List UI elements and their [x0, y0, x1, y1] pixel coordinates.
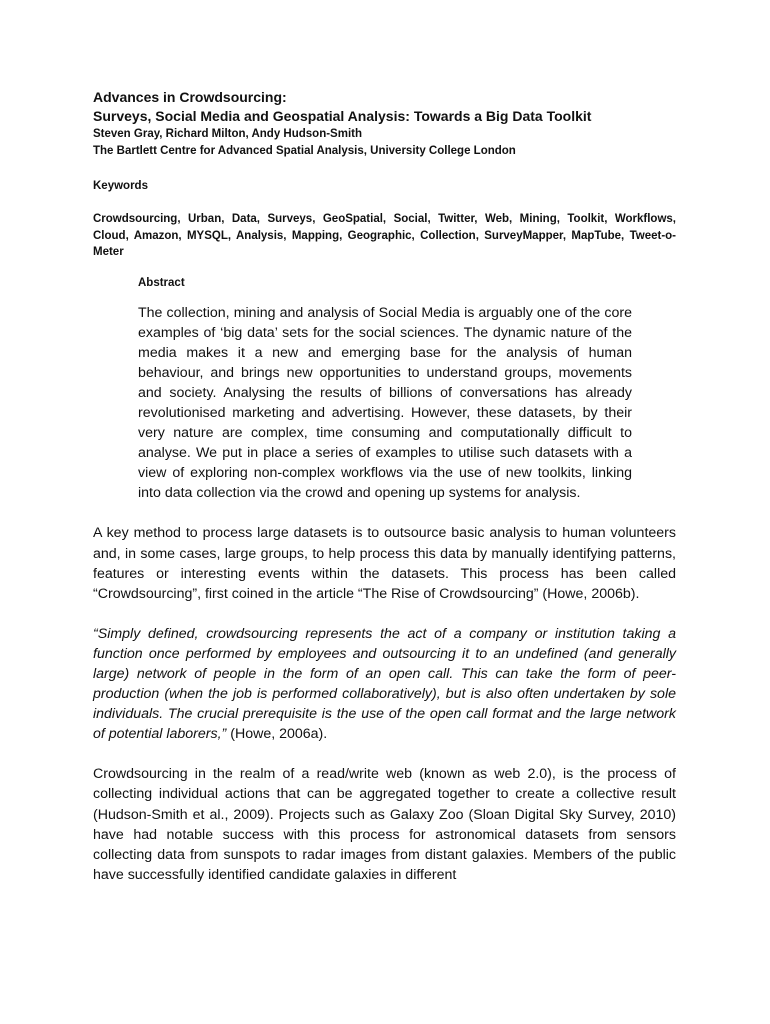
- quote-text: “Simply defined, crowdsourcing represents the act of a company or institution taking a function once performed by employees and outsourcing it to an undefined (and generally large) network of people in the form of an open call. This can take the form of peer-production (when the job is performed collaboratively), but is also often undertaken by sole individuals. The crucial prerequisite is the use of the open call format and the large network of potential laborers,”: [93, 625, 676, 743]
- abstract-heading: Abstract: [138, 276, 185, 289]
- block-quote: [93, 624, 676, 745]
- affiliation: The Bartlett Centre for Advanced Spatial Analysis, University College London: [93, 145, 516, 157]
- title-line-2: Surveys, Social Media and Geospatial Analysis: Towards a Big Data Toolkit: [93, 108, 592, 124]
- keywords-text: Crowdsourcing, Urban, Data, Surveys, GeoSpatial, Social, Twitter, Web, Mining, Toolkit, Workflows, Cloud, Amazon, MYSQL, Analysis, Mapping, Geographic, Collection, SurveyMapper, MapTube, Tweet-o-Meter: [93, 213, 676, 258]
- body-paragraph-2: Crowdsourcing in the realm of a read/write web (known as web 2.0), is the process of collecting individual actions that can be aggregated together to create a collective result (Hudson-Smith et al., 2009). Projects such as Galaxy Zoo (Sloan Digital Sky Survey, 2010) have had notable success with this process for astronomical datasets from sensors collecting data from sunspots to radar images from distant galaxies. Members of the public have successfully identified candidate galaxies in different: [93, 766, 676, 883]
- body-paragraph-1: A key method to process large datasets is to outsource basic analysis to human volunteers and, in some cases, large groups, to help process this data by manually identifying patterns, features or interesting events within the datasets. This process has been called “Crowdsourcing”, first coined in the article “The Rise of Crowdsourcing” (Howe, 2006b).: [93, 525, 676, 602]
- keywords-heading: Keywords: [93, 180, 148, 192]
- quote-citation: (Howe, 2006a).: [226, 726, 328, 743]
- page-content: [93, 88, 676, 885]
- abstract-section: [138, 275, 632, 504]
- title-line-1: Advances in Crowdsourcing:: [93, 89, 287, 105]
- abstract-text: The collection, mining and analysis of Social Media is arguably one of the core examples of ‘big data’ sets for the social sciences. The dynamic nature of the media makes it a new and emerging base for the analysis of human behaviour, and brings new opportunities to understand groups, movements and society. Analysing the results of billions of conversations has already revolutionised marketing and advertising. However, these datasets, by their very nature are complex, time consuming and computationally difficult to analyse. We put in place a series of examples to utilise such datasets with a view of exploring non-complex workflows via the use of new toolkits, linking into data collection via the crowd and opening up systems for analysis.: [138, 304, 632, 502]
- authors: Steven Gray, Richard Milton, Andy Hudson-Smith: [93, 128, 362, 140]
